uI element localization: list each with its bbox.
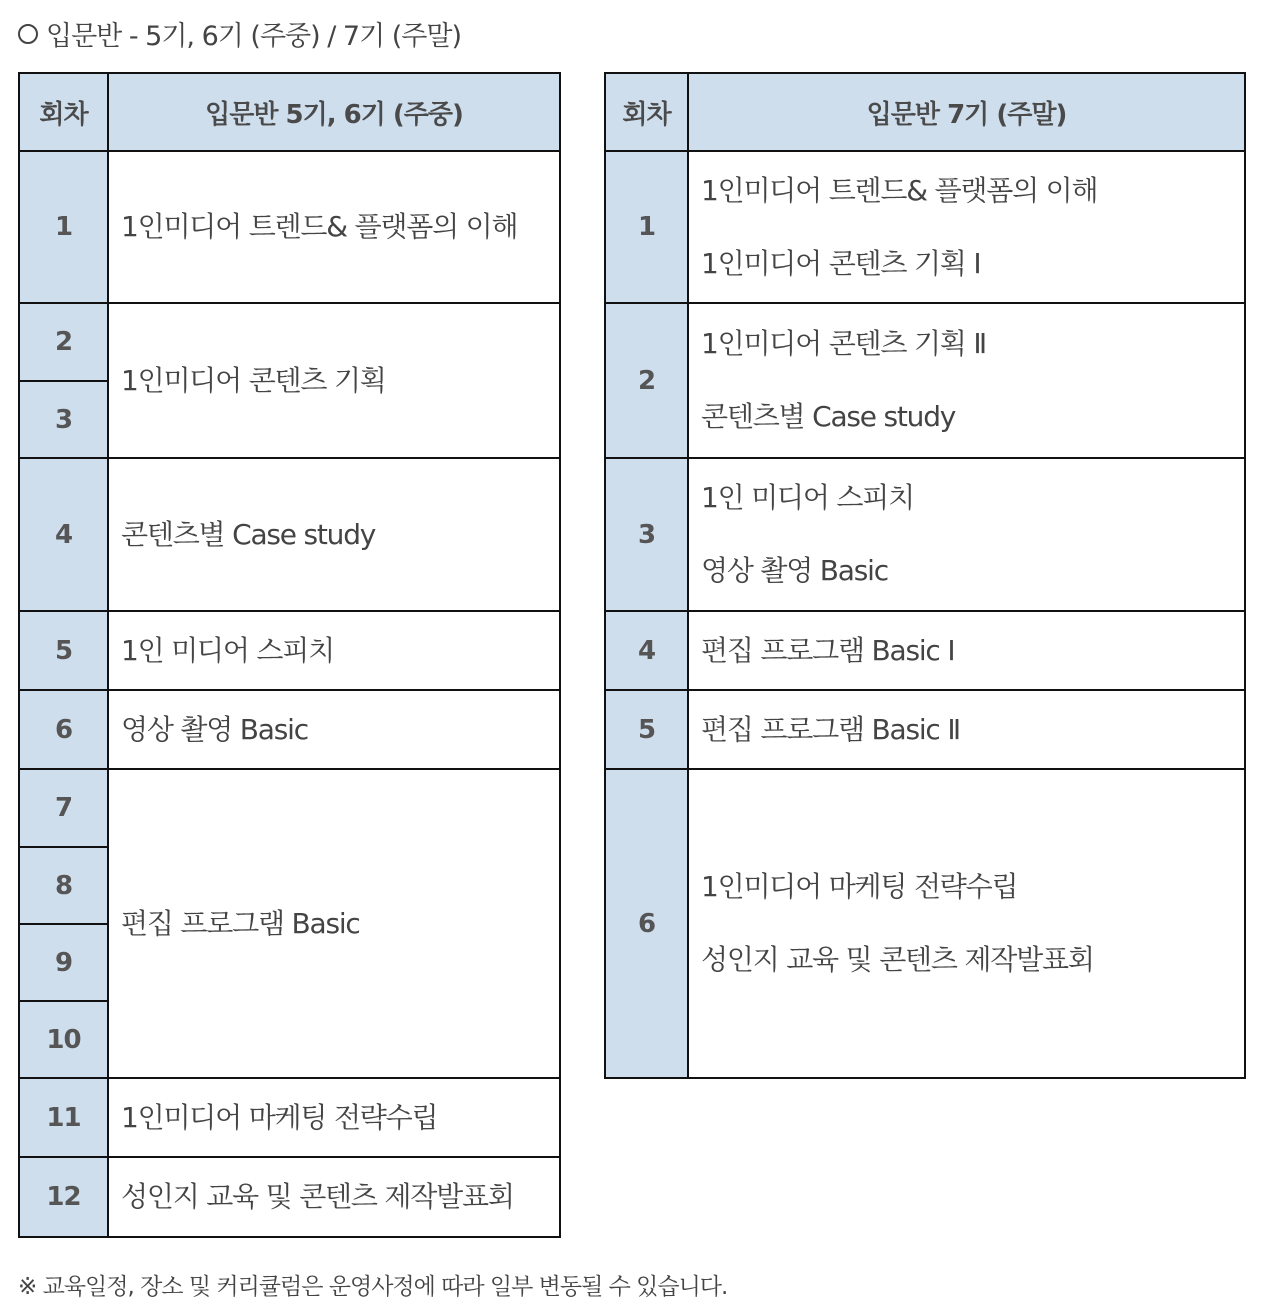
table-row: [605, 611, 1245, 690]
content-line: 성인지 교육 및 콘텐츠 제작발표회: [701, 943, 1094, 976]
content-line: 1인미디어 콘텐츠 기획: [121, 363, 386, 397]
table-row: [19, 1157, 560, 1237]
header-session: 회차: [19, 73, 108, 151]
content-line: 편집 프로그램 Basic: [121, 906, 360, 940]
weekend-schedule-table: [604, 72, 1246, 1079]
session-content: [108, 1078, 560, 1157]
session-number: 6: [605, 769, 688, 1078]
session-content: [108, 1157, 560, 1237]
page-title: [18, 14, 461, 53]
footnote: ※ 교육일정, 장소 및 커리큘럼은 운영사정에 따라 일부 변동될 수 있습니다.: [18, 1274, 728, 1300]
session-number: 4: [19, 458, 108, 611]
table-row: [19, 769, 560, 847]
session-content: [108, 611, 560, 690]
table-row: [605, 690, 1245, 769]
table-row: [605, 458, 1245, 611]
session-number: 5: [605, 690, 688, 769]
content-line: 성인지 교육 및 콘텐츠 제작발표회: [121, 1180, 514, 1213]
session-number: 10: [19, 1001, 108, 1078]
session-content: [108, 151, 560, 303]
content-line: 영상 촬영 Basic: [121, 712, 308, 746]
session-content: [108, 303, 560, 458]
session-content: [688, 769, 1245, 1078]
session-number: 7: [19, 769, 108, 847]
session-number: 1: [19, 151, 108, 303]
header-title: 입문반 7기 (주말): [688, 73, 1245, 151]
table-row: [19, 303, 560, 381]
session-content: [688, 611, 1245, 690]
session-number: 12: [19, 1157, 108, 1237]
session-number: 1: [605, 151, 688, 303]
session-content: [108, 690, 560, 769]
table-row: [605, 769, 1245, 1078]
content-line: 콘텐츠별 Case study: [121, 517, 376, 551]
content-line: 영상 촬영 Basic: [701, 554, 888, 587]
page-title-text: 입문반 - 5기, 6기 (주중) / 7기 (주말): [46, 21, 461, 52]
session-number: 2: [19, 303, 108, 381]
content-line: 1인미디어 트렌드& 플랫폼의 이해: [121, 210, 518, 243]
session-number: 11: [19, 1078, 108, 1157]
table-row: [19, 151, 560, 303]
table-row: [605, 151, 1245, 303]
content-line: 1인미디어 마케팅 전략수립: [701, 870, 1018, 903]
weekday-schedule-table: [18, 72, 561, 1238]
table-row: [19, 611, 560, 690]
table-row: [605, 303, 1245, 458]
session-content: [688, 151, 1245, 303]
session-content: [688, 303, 1245, 458]
content-line: 편집 프로그램 Basic Ⅱ: [701, 712, 960, 746]
session-number: 3: [19, 381, 108, 458]
table-row: [19, 1078, 560, 1157]
content-line: 1인미디어 마케팅 전략수립: [121, 1100, 438, 1134]
session-number: 4: [605, 611, 688, 690]
content-line: 1인 미디어 스피치: [701, 481, 914, 514]
header-session: 회차: [605, 73, 688, 151]
session-number: 9: [19, 924, 108, 1001]
content-line: 1인미디어 트렌드& 플랫폼의 이해: [701, 173, 1098, 207]
content-line: 1인미디어 콘텐츠 기획 Ⅰ: [701, 246, 981, 280]
session-number: 2: [605, 303, 688, 458]
table-row: [19, 458, 560, 611]
content-line: 콘텐츠별 Case study: [701, 400, 956, 433]
session-number: 3: [605, 458, 688, 611]
table-header-row: [605, 73, 1245, 151]
table-header-row: [19, 73, 560, 151]
session-content: [108, 458, 560, 611]
header-title: 입문반 5기, 6기 (주중): [108, 73, 560, 151]
session-content: [688, 690, 1245, 769]
content-line: 편집 프로그램 Basic Ⅰ: [701, 633, 955, 667]
content-line: 1인 미디어 스피치: [121, 633, 334, 667]
session-number: 5: [19, 611, 108, 690]
table-row: [19, 690, 560, 769]
session-content: [688, 458, 1245, 611]
session-content: [108, 769, 560, 1078]
content-line: 1인미디어 콘텐츠 기획 Ⅱ: [701, 327, 986, 360]
session-number: 6: [19, 690, 108, 769]
circle-bullet-icon: [18, 24, 38, 44]
session-number: 8: [19, 847, 108, 924]
